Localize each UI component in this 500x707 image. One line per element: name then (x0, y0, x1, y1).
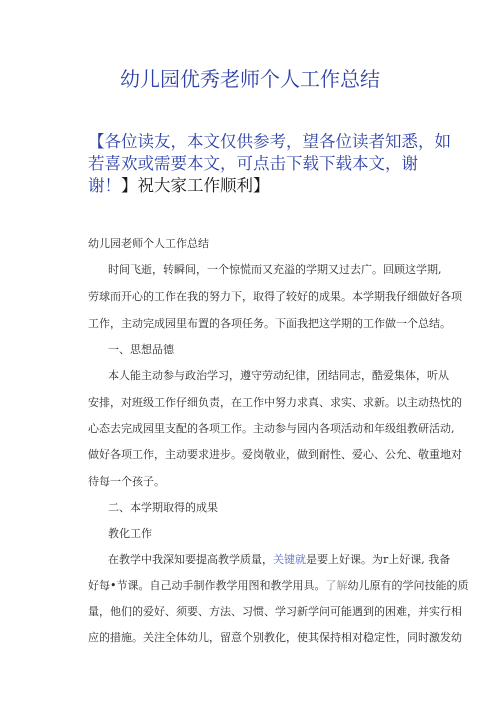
paragraph-line (88, 578, 469, 593)
notice-line: 【各位读友，本文仅供参考，望各位读者知悉，如 (88, 132, 451, 151)
text-run: 幼儿原有的学问技能的质 (347, 579, 469, 592)
paragraph-line: 劳球而开心的工作在我的努力下，取得了较好的成果。本学期我仔细做好各项 (88, 290, 462, 303)
text-run-faded: 了解 (325, 579, 348, 592)
notice-wish: 】祝大家工作顺利】 (121, 176, 270, 195)
paragraph-line: 量，他们的爱好、须要、方法、习惯、学习新学问可能遇到的困难，并实行相 (88, 605, 462, 618)
text-run: 是要上好课。为r上好课, 我备 (306, 553, 451, 566)
paragraph-line: 心态去完成园里支配的各项工作。主动参与园内各项活动和年级组教研活动, (88, 422, 455, 435)
text-run: 好每•节课。自己动手制作教学用图和教学用具。 (88, 579, 326, 592)
paragraph-line: 做好各项工作，主动要求进步。爱岗敬业，做到耐性、爱心、公允、敬重地对 (88, 448, 462, 461)
document-title: 幼儿园优秀老师个人工作总结 (120, 67, 380, 91)
download-notice (88, 131, 451, 197)
paragraph-line (108, 552, 453, 567)
subsection-heading: 教化工作 (108, 527, 152, 540)
section-heading: 二、本学期取得的成果 (108, 501, 218, 514)
notice-line: 若喜欢或需要本文，可点击下载下载本文，谢 (88, 154, 418, 173)
paragraph-line: 安排，对班级工作仔细负责，在工作中努力求真、求实、求新。以主动热忱的 (88, 396, 462, 409)
section-heading: 一、思想品德 (108, 343, 174, 356)
paragraph-line: 时间飞逝，转瞬间，一个惊慌而又充溢的学期又过去广。回顾这学期, (108, 263, 442, 276)
paragraph-line: 待每一个孩子。 (88, 475, 165, 488)
paragraph-line: 本人能主动参与政治学习，遵守劳动纪律，团结同志，酷爱集体，听从 (108, 369, 449, 382)
notice-thanks: 谢！ (88, 176, 121, 195)
paragraph-line: 工作，主动完成园里布置的各项任务。下面我把这学期的工作做一个总结。 (88, 317, 451, 330)
text-run-highlight: 关键就 (273, 553, 306, 566)
document-subtitle: 幼儿园老师个人工作总结 (88, 237, 209, 250)
notice-line (88, 175, 413, 197)
paragraph-line: 应的措施。关注全体幼儿，留意个别教化，使其保持相对稳定性，同时激发幼 (88, 631, 462, 644)
text-run: 在教学中我深知要提高教学质量， (108, 553, 273, 566)
